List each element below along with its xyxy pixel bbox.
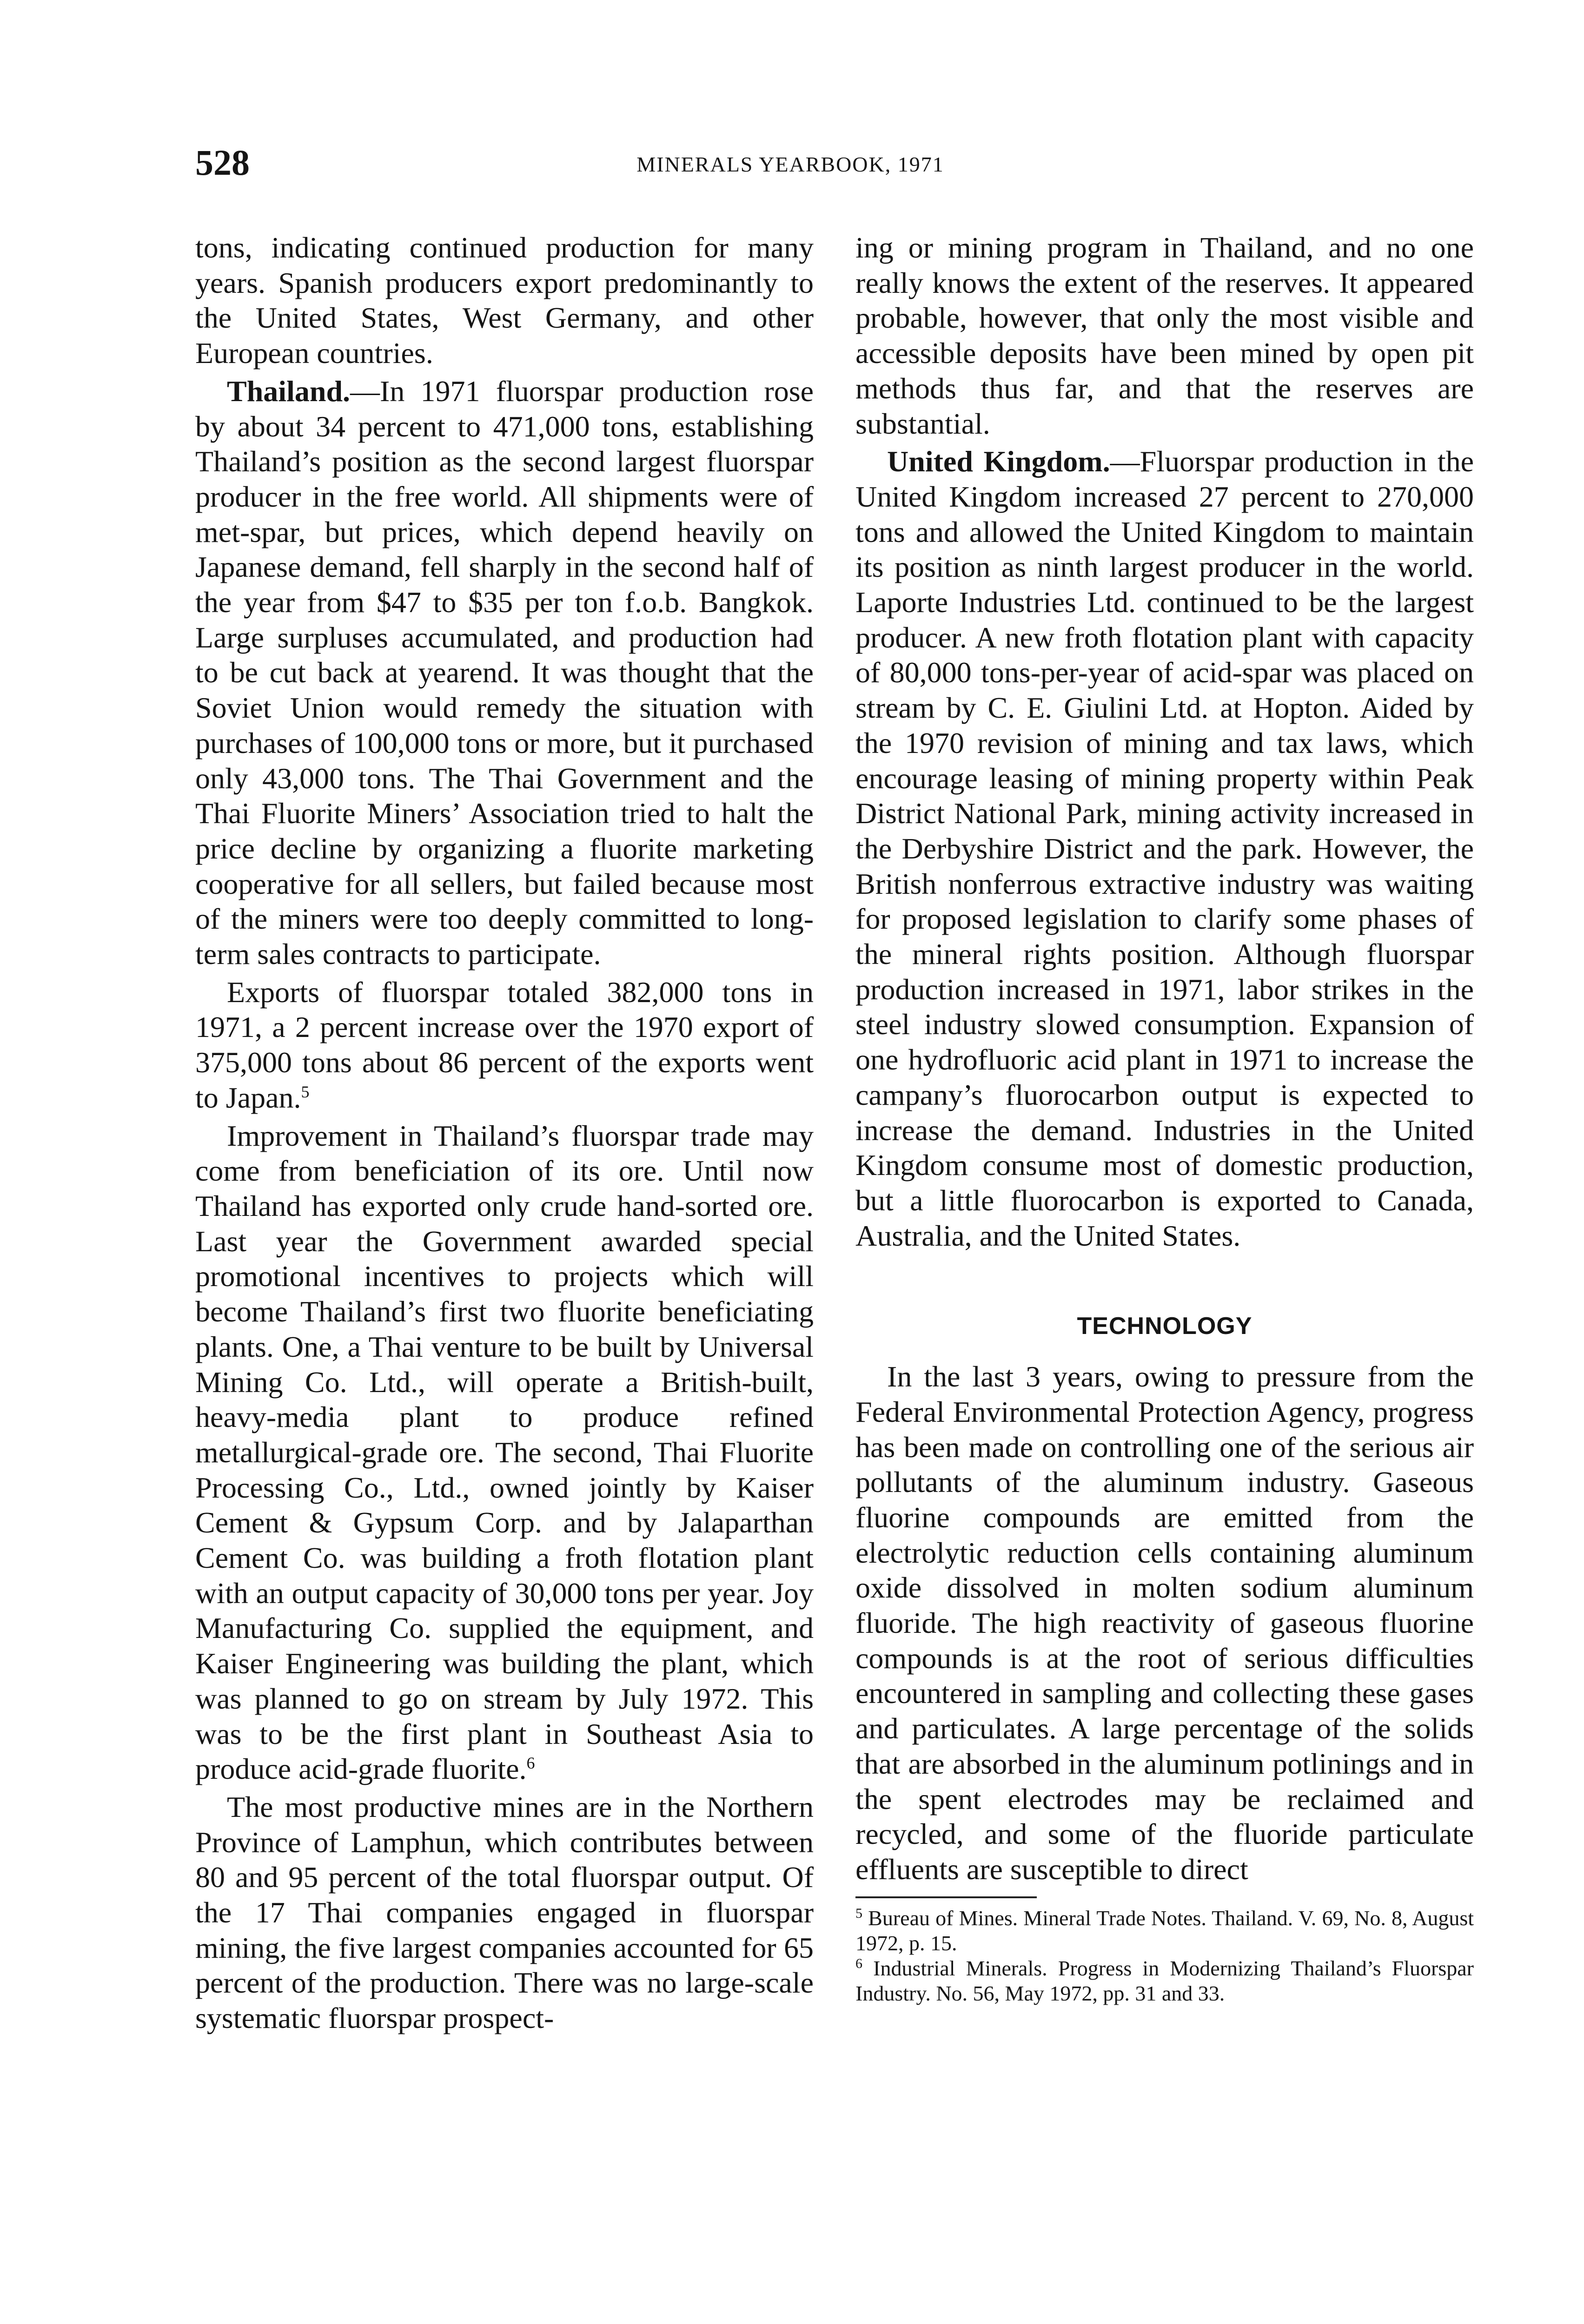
footnote-text: Bureau of Mines. Mineral Trade Notes. Thailand. V. 69, No. 8, August 1972, p. 15. bbox=[855, 1906, 1474, 1955]
paragraph: tons, indicating continued production for many years. Spanish producers export predominantly to the United States, West Germany, and other European countries. bbox=[195, 231, 814, 370]
paragraph-text: Exports of fluorspar totaled 382,000 tons in 1971, a 2 percent increase over the 1970 export of 375,000 tons about 86 percent of the exports went to Japan. bbox=[195, 975, 814, 1114]
footnote-text: Industrial Minerals. Progress in Modernizing Thailand’s Fluorspar Industry. No. 56, May 1972, pp. 31 and 33. bbox=[855, 1956, 1474, 2005]
paragraph-thailand bbox=[195, 374, 814, 972]
footnote-reference: 6 bbox=[526, 1754, 535, 1773]
paragraph-improvement bbox=[195, 1118, 814, 1787]
footnote-reference: 5 bbox=[301, 1082, 310, 1101]
running-title: MINERALS YEARBOOK, 1971 bbox=[636, 152, 944, 176]
paragraph-united-kingdom bbox=[855, 444, 1474, 1253]
paragraph-text: —In 1971 fluorspar production rose by about 34 percent to 471,000 tons, establishing Thailand’s position as the second largest fluorspar producer in the free world. All shipments were of met-spar, but prices, which depend heavily on Japanese demand, fell sharply in the second half of the year from $47 to $35 per ton f.o.b. Bangkok. Large surpluses accumulated, and production had to be cut back at yearend. It was thought that the Soviet Union would remedy the situation with purchases of 100,000 tons or more, but it purchased only 43,000 tons. The Thai Government and the Thai Fluorite Miners’ Association tried to halt the price decline by organizing a fluorite marketing cooperative for all sellers, but failed because most of the miners were too deeply committed to long-term sales contracts to participate. bbox=[195, 374, 814, 971]
paragraph-text: Improvement in Thailand’s fluorspar trade may come from beneficiation of its ore. Until now Thailand has exported only crude hand-sorted ore. Last year the Government awarded special promotional incentives to projects which will become Thailand’s first two fluorite beneficiating plants. One, a Thai venture to be built by Universal Mining Co. Ltd., will operate a British-built, heavy-media plant to produce refined metallurgical-grade ore. The second, Thai Fluorite Processing Co., Ltd., owned jointly by Kaiser Cement & Gypsum Corp. and by Jalaparthan Cement Co. was building a froth flotation plant with an output capacity of 30,000 tons per year. Joy Manufacturing Co. supplied the equipment, and Kaiser Engineering was building the plant, which was planned to go on stream by July 1972. This was to be the first plant in Southeast Asia to produce acid-grade fluorite. bbox=[195, 1119, 814, 1786]
footnote bbox=[855, 1956, 1474, 2006]
paragraph-text: —Fluorspar production in the United Kingdom increased 27 percent to 270,000 tons and allowed the United Kingdom to maintain its position as ninth largest producer in the world. Laporte Industries Ltd. continued to be the largest producer. A new froth flotation plant with capacity of 80,000 tons-per-year of acid-spar was placed on stream by C. E. Giulini Ltd. at Hopton. Aided by the 1970 revision of mining and tax laws, which encourage leasing of mining property within Peak District National Park, mining activity increased in the Derbyshire District and the park. However, the British nonferrous extractive industry was waiting for proposed legislation to clarify some phases of the mineral rights position. Although fluorspar production increased in 1971, labor strikes in the steel industry slowed consumption. Expansion of one hydrofluoric acid plant in 1971 to increase the campany’s fluorocarbon output is expected to increase the demand. Industries in the United Kingdom consume most of domestic production, but a little fluorocarbon is exported to Canada, Australia, and the United States. bbox=[855, 445, 1474, 1252]
paragraph-exports bbox=[195, 975, 814, 1116]
left-column bbox=[195, 230, 814, 2039]
footnote-number: 6 bbox=[855, 1955, 862, 1971]
page-number: 528 bbox=[195, 142, 250, 183]
paragraph: ing or mining program in Thailand, and no one really knows the extent of the reserves. It appeared probable, however, that only the most visible and accessible deposits have been mined by open pit methods thus far, and that the reserves are substantial. bbox=[855, 231, 1474, 440]
page-header bbox=[195, 142, 1385, 193]
footnotes bbox=[855, 1906, 1474, 2006]
footnote-number: 5 bbox=[855, 1905, 862, 1921]
runin-heading-united-kingdom: United Kingdom. bbox=[887, 445, 1110, 478]
footnote bbox=[855, 1906, 1474, 1956]
paragraph: The most productive mines are in the Northern Province of Lamphun, which contributes between 80 and 95 percent of the total fluorspar output. Of the 17 Thai companies engaged in fluorspar mining, the five largest companies accounted for 65 percent of the production. There was no large-scale systematic fluorspar prospect- bbox=[195, 1790, 814, 2035]
runin-heading-thailand: Thailand. bbox=[227, 374, 351, 408]
paragraph-technology: In the last 3 years, owing to pressure from the Federal Environmental Protection Agency, progress has been made on controlling one of the serious air pollutants of the aluminum industry. Gaseous fluorine compounds are emitted from the electrolytic reduction cells containing aluminum oxide dissolved in molten sodium aluminum fluoride. The high reactivity of gaseous fluorine compounds is at the root of serious difficulties encountered in sampling and collecting these gases and particulates. A large percentage of the solids that are absorbed in the aluminum potlinings and in the spent electrodes may be reclaimed and recycled, and some of the fluoride particulate effluents are susceptible to direct bbox=[855, 1360, 1474, 1886]
footnote-divider bbox=[855, 1896, 1037, 1898]
section-heading-technology: TECHNOLOGY bbox=[1077, 1313, 1253, 1340]
right-column bbox=[855, 230, 1474, 2006]
